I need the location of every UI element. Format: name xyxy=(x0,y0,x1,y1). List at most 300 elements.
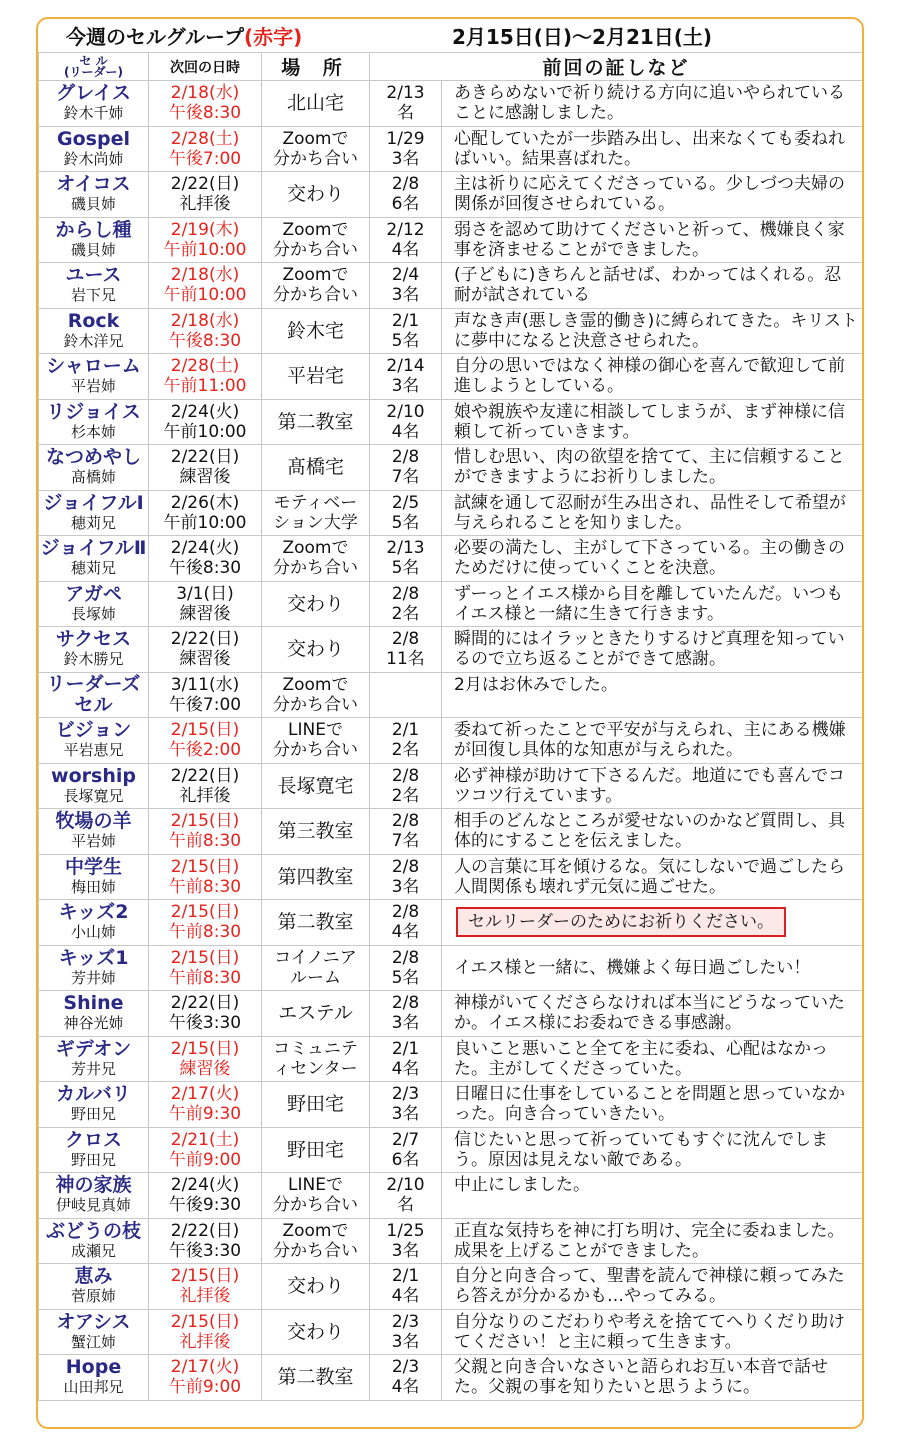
place: コミュニテ ィセンター xyxy=(273,1038,358,1079)
place: 第二教室 xyxy=(277,911,354,934)
last-date: 1/25 xyxy=(386,1220,425,1241)
testimony-cell: 瞬間的にはイラッときたりするけど真理を知っているので立ち返ることができて感謝。 xyxy=(442,627,863,673)
next-time: 午後2:00 xyxy=(168,740,242,761)
attendance-count: 名 xyxy=(397,103,414,124)
attendance-count: 3名 xyxy=(391,1240,420,1261)
attendance-count: 5名 xyxy=(391,512,420,533)
cell-group-name: ギデオン xyxy=(55,1037,132,1060)
place-cell xyxy=(262,1036,370,1082)
place-cell xyxy=(262,354,370,400)
cell-group-name: キッズ1 xyxy=(58,946,129,969)
next-time: 午前8:30 xyxy=(168,922,242,943)
attendance-count: 3名 xyxy=(391,1104,420,1125)
next-date-cell xyxy=(149,1309,262,1355)
next-date: 2/24(火) xyxy=(170,538,240,559)
attendance-count: 4名 xyxy=(391,1286,420,1307)
cell-leader: 成瀬兄 xyxy=(70,1241,116,1260)
cell-name-cell xyxy=(39,536,149,582)
next-date-cell xyxy=(149,627,262,673)
cell-group-name: シャローム xyxy=(46,355,141,378)
cell-leader: 山田邦兄 xyxy=(63,1378,124,1397)
table-row xyxy=(39,445,863,491)
next-date: 2/17(火) xyxy=(170,1357,240,1378)
col-header-place: 場 所 xyxy=(262,53,370,81)
attendance-count: 4名 xyxy=(391,421,420,442)
next-time: 午後7:00 xyxy=(168,148,242,169)
next-date-cell xyxy=(149,1082,262,1128)
testimony-cell: 2月はお休みでした。 xyxy=(442,672,863,718)
attendance-count: 4名 xyxy=(391,1377,420,1398)
cell-name-cell xyxy=(39,900,149,946)
place: モティベー ション大学 xyxy=(273,492,358,533)
next-date-cell xyxy=(149,1218,262,1264)
next-date: 2/15(日) xyxy=(170,1311,240,1332)
cell-name-cell xyxy=(39,263,149,309)
next-date: 2/22(日) xyxy=(170,993,240,1014)
cell-leader: 磯貝姉 xyxy=(70,195,116,214)
attendance-cell xyxy=(370,900,442,946)
next-date-cell xyxy=(149,399,262,445)
testimony-cell: 中止にしました。 xyxy=(442,1173,863,1219)
sheet-title: 今週のセルグループ(赤字) xyxy=(66,25,303,49)
next-time: 練習後 xyxy=(179,603,231,624)
next-date-cell xyxy=(149,1264,262,1310)
place: 野田宅 xyxy=(286,1138,344,1161)
next-time: 午前8:30 xyxy=(168,831,242,852)
attendance-cell xyxy=(370,536,442,582)
table-row xyxy=(39,763,863,809)
place-cell xyxy=(262,490,370,536)
table-row xyxy=(39,81,863,127)
next-date-cell xyxy=(149,217,262,263)
place-cell xyxy=(262,126,370,172)
place: 髙橋宅 xyxy=(286,456,344,479)
place-cell xyxy=(262,672,370,718)
last-date: 2/14 xyxy=(386,356,425,377)
cell-leader: 穂苅兄 xyxy=(70,559,116,578)
cell-name-cell xyxy=(39,854,149,900)
next-date-cell xyxy=(149,900,262,946)
place-cell xyxy=(262,581,370,627)
place-cell xyxy=(262,399,370,445)
last-date: 2/10 xyxy=(386,401,425,422)
place-cell xyxy=(262,809,370,855)
next-date-cell xyxy=(149,718,262,764)
next-date-cell xyxy=(149,1036,262,1082)
cell-group-name: ビジョン xyxy=(55,719,132,742)
next-date: 2/15(日) xyxy=(170,1038,240,1059)
testimony-cell: 心配していたが一歩踏み出し、出来なくても委ねればいい。結果喜ばれた。 xyxy=(442,126,863,172)
place-cell xyxy=(262,1173,370,1219)
last-date: 2/1 xyxy=(391,1038,420,1059)
cell-name-cell xyxy=(39,490,149,536)
last-date: 2/3 xyxy=(391,1357,420,1378)
last-date: 2/12 xyxy=(386,219,425,240)
table-row xyxy=(39,1127,863,1173)
next-time: 午前10:00 xyxy=(163,285,247,306)
attendance-count: 7名 xyxy=(391,831,420,852)
table-row xyxy=(39,627,863,673)
next-time: 礼拝後 xyxy=(179,194,231,215)
table-row xyxy=(39,536,863,582)
attendance-cell xyxy=(370,718,442,764)
cell-name-cell xyxy=(39,718,149,764)
next-time: 礼拝後 xyxy=(179,1331,231,1352)
cell-group-name: キッズ2 xyxy=(58,901,129,924)
testimony-cell: 人の言葉に耳を傾けるな。気にしないで過ごしたら人間関係も壊れず元気に過ごせた。 xyxy=(442,854,863,900)
testimony-cell: 娘や親族や友達に相談してしまうが、まず神様に信頼して祈っていきます。 xyxy=(442,399,863,445)
cell-leader: 鈴木勝兄 xyxy=(63,650,124,669)
place-cell xyxy=(262,81,370,127)
next-time: 練習後 xyxy=(179,467,231,488)
last-date: 2/8 xyxy=(391,765,420,786)
attendance-count: 3名 xyxy=(391,1331,420,1352)
last-date: 2/8 xyxy=(391,583,420,604)
attendance-cell xyxy=(370,126,442,172)
attendance-cell xyxy=(370,1036,442,1082)
schedule-sheet xyxy=(36,17,864,1429)
next-time: 午後7:00 xyxy=(168,694,242,715)
testimony-cell: 日曜日に仕事をしていることを問題と思っていなかった。向き合っていきたい。 xyxy=(442,1082,863,1128)
place-cell xyxy=(262,718,370,764)
next-date: 2/18(水) xyxy=(170,265,240,286)
next-time: 練習後 xyxy=(179,1058,231,1079)
last-date: 2/7 xyxy=(391,1129,420,1150)
cell-group-name: ジョイフルⅠ xyxy=(43,491,144,514)
attendance-cell xyxy=(370,672,442,718)
attendance-count: 6名 xyxy=(391,1149,420,1170)
next-date: 2/22(日) xyxy=(170,447,240,468)
table-row xyxy=(39,672,863,718)
next-date: 2/22(日) xyxy=(170,1220,240,1241)
place-cell xyxy=(262,900,370,946)
last-date: 2/13 xyxy=(386,538,425,559)
next-date-cell xyxy=(149,763,262,809)
cell-leader: 長塚姉 xyxy=(70,604,116,623)
next-date: 2/22(日) xyxy=(170,765,240,786)
col-header-testimony: 前回の証しなど xyxy=(370,53,863,81)
next-date-cell xyxy=(149,809,262,855)
cell-name-cell xyxy=(39,1082,149,1128)
last-date: 2/13 xyxy=(386,83,425,104)
attendance-cell xyxy=(370,399,442,445)
attendance-cell xyxy=(370,627,442,673)
cell-group-name: なつめやし xyxy=(45,446,141,469)
next-date: 2/19(木) xyxy=(170,219,240,240)
testimony-cell: 自分なりのこだわりや考えを捨ててへりくだり助けてください！と主に頼って生きます。 xyxy=(442,1309,863,1355)
cell-name-cell xyxy=(39,991,149,1037)
table-row xyxy=(39,1309,863,1355)
place-cell xyxy=(262,536,370,582)
next-date-cell xyxy=(149,81,262,127)
next-date-cell xyxy=(149,1173,262,1219)
attendance-cell xyxy=(370,217,442,263)
last-date: 2/3 xyxy=(391,1084,420,1105)
place-cell xyxy=(262,945,370,991)
next-time: 午前8:30 xyxy=(168,967,242,988)
cell-name-cell xyxy=(39,81,149,127)
next-time: 礼拝後 xyxy=(179,785,231,806)
next-time: 午前10:00 xyxy=(163,421,247,442)
last-date: 1/29 xyxy=(386,128,425,149)
testimony-cell: 神様がいてくださらなければ本当にどうなっていたか。イエス様にお委ねできる事感謝。 xyxy=(442,991,863,1037)
cell-name-cell xyxy=(39,445,149,491)
table-row xyxy=(39,1036,863,1082)
place-cell xyxy=(262,991,370,1037)
cell-leader: 野田兄 xyxy=(70,1105,116,1124)
attendance-count: 2名 xyxy=(391,603,420,624)
cell-name-cell xyxy=(39,1036,149,1082)
testimony-cell: 主は祈りに応えてくださっている。少しづつ夫婦の関係が回復させられている。 xyxy=(442,172,863,218)
table-header xyxy=(39,53,863,81)
cell-leader: セル xyxy=(74,693,113,716)
table-row xyxy=(39,854,863,900)
next-time: 午後8:30 xyxy=(168,558,242,579)
attendance-cell xyxy=(370,445,442,491)
next-date-cell xyxy=(149,854,262,900)
next-date: 2/15(日) xyxy=(170,1266,240,1287)
cell-group-name: 牧場の羊 xyxy=(55,810,132,833)
attendance-count: 2名 xyxy=(391,785,420,806)
attendance-count: 4名 xyxy=(391,922,420,943)
cell-name-cell xyxy=(39,1173,149,1219)
last-date: 2/4 xyxy=(391,265,420,286)
next-date-cell xyxy=(149,308,262,354)
next-date: 2/18(水) xyxy=(170,310,240,331)
place-cell xyxy=(262,1309,370,1355)
next-date-cell xyxy=(149,1127,262,1173)
place: 平岩宅 xyxy=(286,365,344,388)
place: 鈴木宅 xyxy=(286,319,344,342)
next-date: 2/22(日) xyxy=(170,629,240,650)
attendance-cell xyxy=(370,1173,442,1219)
attendance-count: 3名 xyxy=(391,376,420,397)
cell-leader: 芳井姉 xyxy=(70,968,116,987)
next-time: 午後8:30 xyxy=(168,103,242,124)
next-time: 礼拝後 xyxy=(179,1286,231,1307)
table-row xyxy=(39,718,863,764)
next-time: 午前9:00 xyxy=(168,1377,242,1398)
next-date: 2/15(日) xyxy=(170,811,240,832)
place-cell xyxy=(262,308,370,354)
cell-group-name: 中学生 xyxy=(64,855,122,878)
next-time: 午後8:30 xyxy=(168,330,242,351)
place: 交わり xyxy=(286,183,344,206)
cell-leader: 鈴木洋兄 xyxy=(63,331,124,350)
attendance-cell xyxy=(370,81,442,127)
next-date: 2/22(日) xyxy=(170,174,240,195)
cell-name-cell xyxy=(39,1309,149,1355)
attendance-cell xyxy=(370,1218,442,1264)
cell-leader: 平岩姉 xyxy=(70,377,116,396)
place-cell xyxy=(262,763,370,809)
testimony-cell: 良いこと悪いこと全てを主に委ね、心配はなかった。主がしてくださっていた。 xyxy=(442,1036,863,1082)
testimony-cell: イエス様と一緒に、機嫌よく毎日過ごしたい！ xyxy=(442,945,863,991)
next-date-cell xyxy=(149,490,262,536)
cell-leader: 長塚寛兄 xyxy=(63,786,124,805)
testimony-cell: 必要の満たし、主がして下さっている。主の働きのためだけに使っていくことを決意。 xyxy=(442,536,863,582)
last-date: 2/8 xyxy=(391,856,420,877)
place: 北山宅 xyxy=(286,92,344,115)
attendance-count: 5名 xyxy=(391,967,420,988)
place: Zoomで 分かち合い xyxy=(273,219,358,260)
cell-group-name: アガペ xyxy=(65,582,122,605)
next-date: 2/21(土) xyxy=(170,1129,240,1150)
testimony-cell: 必ず神様が助けて下さるんだ。地道にでも喜んでコツコツ行えています。 xyxy=(442,763,863,809)
table-row xyxy=(39,263,863,309)
place-cell xyxy=(262,1355,370,1401)
attendance-count: 11名 xyxy=(386,649,425,670)
attendance-cell xyxy=(370,308,442,354)
attendance-count: 3名 xyxy=(391,1013,420,1034)
place: 交わり xyxy=(286,638,344,661)
testimony-cell: 声なき声(悪しき霊的働き)に縛られてきた。キリストに夢中になると決意させられた。 xyxy=(442,308,863,354)
col-header-cell: セ ル (リーダー) xyxy=(39,53,149,81)
next-date: 2/18(水) xyxy=(170,83,240,104)
cell-group-table xyxy=(38,52,863,1401)
place: Zoomで 分かち合い xyxy=(273,128,358,169)
table-row xyxy=(39,945,863,991)
last-date: 2/8 xyxy=(391,811,420,832)
cell-group-name: 神の家族 xyxy=(55,1174,132,1197)
next-date-cell xyxy=(149,1355,262,1401)
table-row xyxy=(39,900,863,946)
next-date: 2/15(日) xyxy=(170,856,240,877)
attendance-count: 4名 xyxy=(391,1058,420,1079)
place: Zoomで 分かち合い xyxy=(273,1220,358,1261)
cell-group-name: からし種 xyxy=(55,218,132,241)
attendance-count: 5名 xyxy=(391,558,420,579)
place-cell xyxy=(262,263,370,309)
next-date-cell xyxy=(149,945,262,991)
place: 交わり xyxy=(286,1275,344,1298)
cell-leader: 髙橋姉 xyxy=(70,468,116,487)
attendance-count: 4名 xyxy=(391,239,420,260)
next-time: 午前10:00 xyxy=(163,239,247,260)
attendance-cell xyxy=(370,1127,442,1173)
last-date: 2/3 xyxy=(391,1311,420,1332)
last-date: 2/10 xyxy=(386,1175,425,1196)
cell-group-name: Rock xyxy=(67,309,120,332)
testimony-cell: 父親と向き合いなさいと語られお互い本音で話せた。父親の事を知りたいと思うように。 xyxy=(442,1355,863,1401)
attendance-cell xyxy=(370,354,442,400)
attendance-count: 7名 xyxy=(391,467,420,488)
attendance-count: 2名 xyxy=(391,740,420,761)
next-time: 午前9:00 xyxy=(168,1149,242,1170)
testimony-cell: 惜しむ思い、肉の欲望を捨てて、主に信頼することができますようにお祈りしました。 xyxy=(442,445,863,491)
cell-name-cell xyxy=(39,126,149,172)
cell-group-name: worship xyxy=(51,764,136,787)
testimony-cell: 正直な気持ちを神に打ち明け、完全に委ねました。成果を上げることができました。 xyxy=(442,1218,863,1264)
cell-group-name: カルバリ xyxy=(56,1083,131,1106)
cell-group-name: Hope xyxy=(65,1356,122,1379)
attendance-count: 3名 xyxy=(391,148,420,169)
next-time: 午後3:30 xyxy=(168,1240,242,1261)
testimony-cell xyxy=(442,900,863,946)
cell-name-cell xyxy=(39,763,149,809)
cell-leader: 菅原姉 xyxy=(70,1287,116,1306)
table-row xyxy=(39,991,863,1037)
table-row xyxy=(39,581,863,627)
place: LINEで 分かち合い xyxy=(273,720,358,761)
next-date: 2/17(火) xyxy=(170,1084,240,1105)
next-date: 2/15(日) xyxy=(170,720,240,741)
table-row xyxy=(39,399,863,445)
table-row xyxy=(39,809,863,855)
table-row xyxy=(39,217,863,263)
attendance-cell xyxy=(370,1355,442,1401)
attendance-cell xyxy=(370,581,442,627)
cell-leader: 杉本姉 xyxy=(70,422,116,441)
cell-name-cell xyxy=(39,1127,149,1173)
last-date: 2/8 xyxy=(391,174,420,195)
cell-name-cell xyxy=(39,172,149,218)
next-date-cell xyxy=(149,991,262,1037)
testimony-cell: 試練を通して忍耐が生み出され、品性そして希望が与えられることを知りました。 xyxy=(442,490,863,536)
place: 第四教室 xyxy=(277,865,354,888)
place: Zoomで 分かち合い xyxy=(273,674,358,715)
attendance-cell xyxy=(370,490,442,536)
last-date: 2/5 xyxy=(391,492,420,513)
testimony-cell: 自分の思いではなく神様の御心を喜んで歓迎して前進しようとしている。 xyxy=(442,354,863,400)
cell-group-name: リーダーズ xyxy=(46,672,141,695)
testimony-cell: (子どもに)きちんと話せば、わかってはくれる。忍耐が試されている xyxy=(442,263,863,309)
place-cell xyxy=(262,627,370,673)
table-row xyxy=(39,1173,863,1219)
prayer-notice: セルリーダーのためにお祈りください。 xyxy=(456,907,786,937)
attendance-cell xyxy=(370,263,442,309)
place: 第三教室 xyxy=(277,820,354,843)
cell-group-name: リジョイス xyxy=(46,400,141,423)
attendance-count: 5名 xyxy=(391,330,420,351)
attendance-cell xyxy=(370,1309,442,1355)
next-date-cell xyxy=(149,354,262,400)
attendance-count: 3名 xyxy=(391,876,420,897)
attendance-cell xyxy=(370,1264,442,1310)
cell-leader: 鈴木尚姉 xyxy=(63,149,124,168)
attendance-cell xyxy=(370,945,442,991)
next-date-cell xyxy=(149,445,262,491)
col-header-date: 次回の日時 xyxy=(149,53,262,81)
place-cell xyxy=(262,854,370,900)
next-date: 2/28(土) xyxy=(170,356,240,377)
next-time: 午後9:30 xyxy=(168,1195,242,1216)
next-time: 練習後 xyxy=(179,649,231,670)
cell-leader: 小山姉 xyxy=(70,923,116,942)
place: Zoomで 分かち合い xyxy=(273,265,358,306)
place: エステル xyxy=(278,1002,353,1025)
attendance-cell xyxy=(370,854,442,900)
last-date: 2/8 xyxy=(391,902,420,923)
cell-name-cell xyxy=(39,308,149,354)
testimony-cell: 弱さを認めて助けてくださいと祈って、機嫌良く家事を済ませることができました。 xyxy=(442,217,863,263)
last-date: 2/8 xyxy=(391,629,420,650)
cell-leader: 芳井兄 xyxy=(70,1059,116,1078)
place-cell xyxy=(262,445,370,491)
table-row xyxy=(39,1082,863,1128)
cell-group-name: ジョイフルⅡ xyxy=(40,537,147,560)
place-cell xyxy=(262,1218,370,1264)
next-date: 3/1(日) xyxy=(176,583,234,604)
attendance-cell xyxy=(370,1082,442,1128)
testimony-cell: 相手のどんなところが愛せないのかなど質問し、具体的にすることを伝えました。 xyxy=(442,809,863,855)
next-date-cell xyxy=(149,536,262,582)
next-date-cell xyxy=(149,126,262,172)
place: 長塚寛宅 xyxy=(277,774,354,797)
cell-group-name: ユース xyxy=(65,264,122,287)
attendance-cell xyxy=(370,991,442,1037)
place: Zoomで 分かち合い xyxy=(273,538,358,579)
